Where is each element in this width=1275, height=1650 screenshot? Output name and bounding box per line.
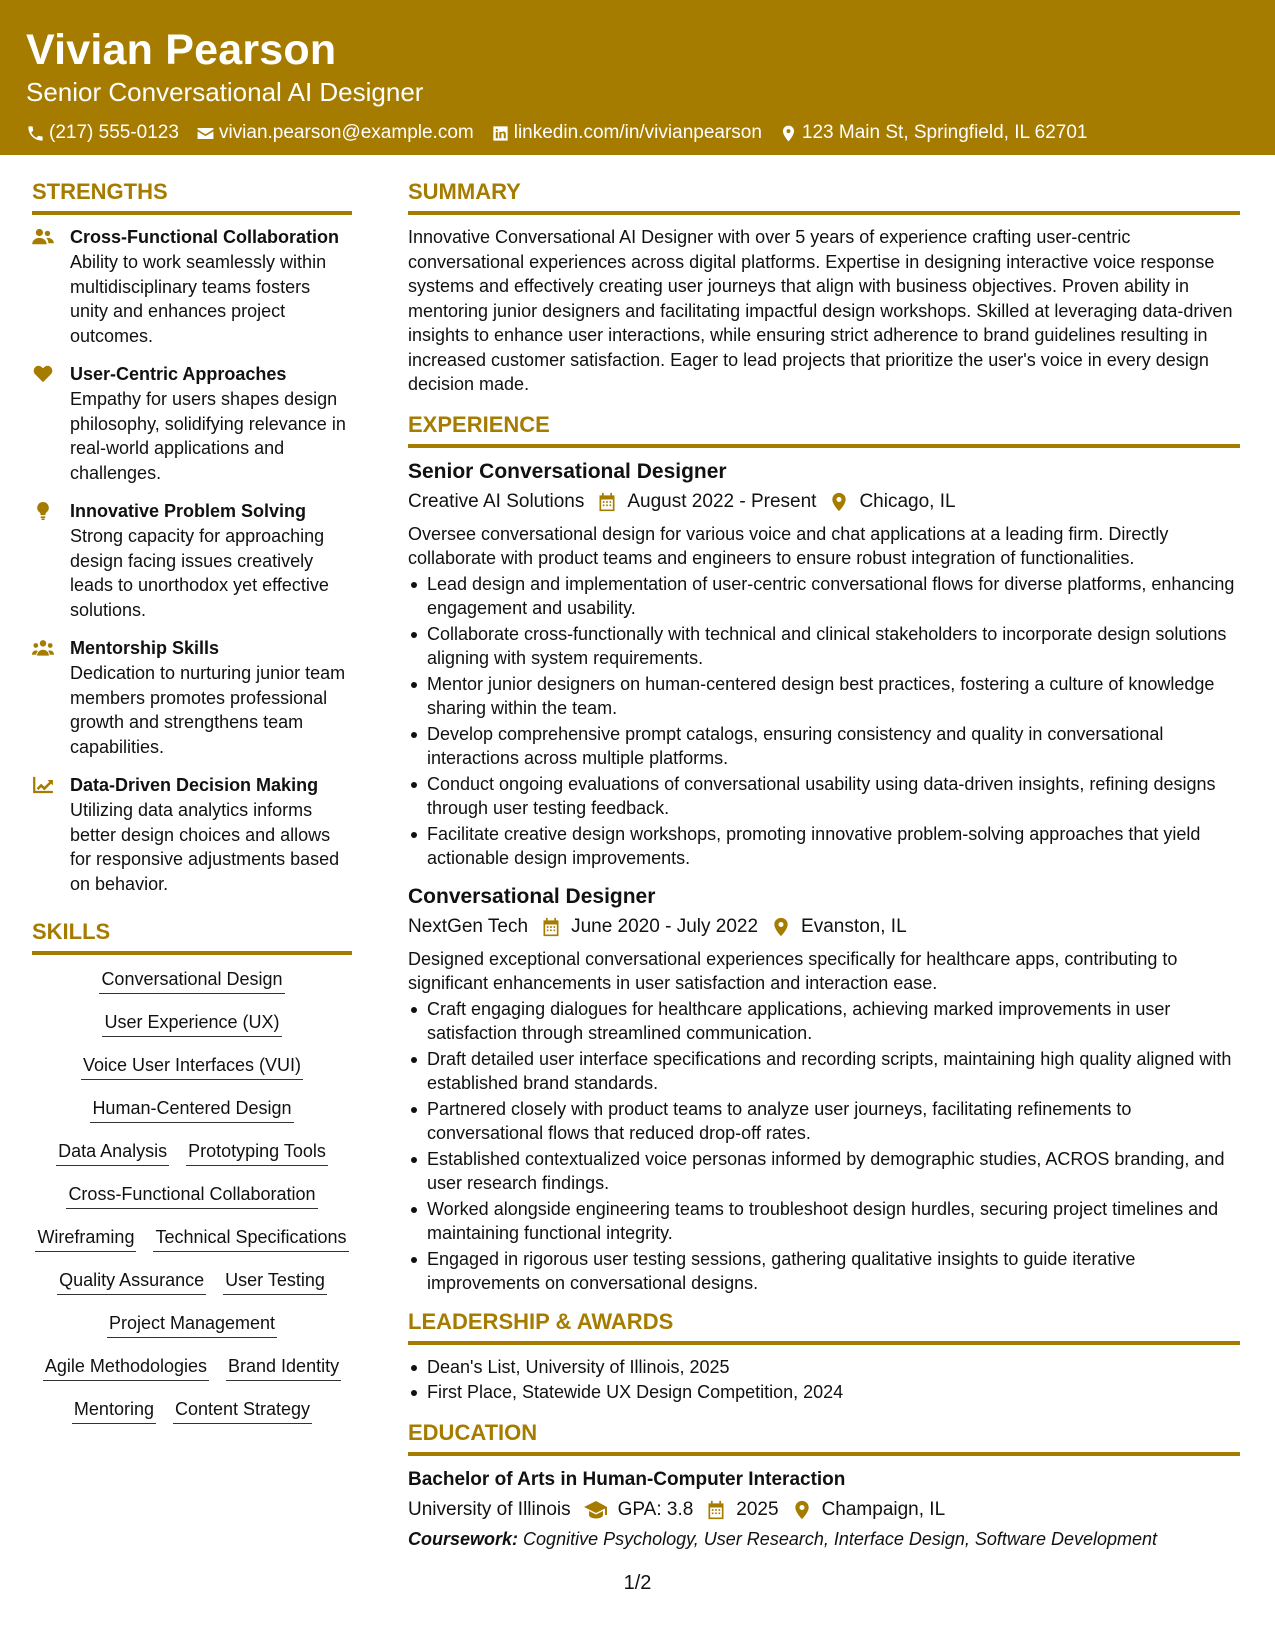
lightbulb-icon (32, 502, 54, 520)
users-icon (32, 228, 54, 246)
skill-tag: Project Management (107, 1311, 277, 1338)
left-column (32, 178, 352, 1424)
map-marker-icon (829, 492, 849, 512)
education-meta (408, 1496, 1240, 1524)
strength-item (32, 225, 352, 348)
contact-email[interactable] (196, 120, 474, 146)
right-column (408, 178, 1240, 1552)
skill-tag: Voice User Interfaces (VUI) (81, 1053, 303, 1080)
education-location: Champaign, IL (821, 1498, 946, 1520)
candidate-name: Vivian Pearson (26, 26, 337, 74)
job-entry (408, 458, 1240, 871)
skill-tag: Cross-Functional Collaboration (66, 1182, 317, 1209)
strength-item (32, 362, 352, 485)
contact-linkedin[interactable] (491, 120, 762, 146)
job-meta (408, 488, 1240, 516)
skill-tag: Mentoring (72, 1397, 156, 1424)
skills-list (32, 967, 352, 1424)
strength-desc: Ability to work seamlessly within multidisciplinary teams fosters unity and enhances project outcomes. (70, 252, 327, 346)
job-entry (408, 883, 1240, 1296)
phone-icon (26, 124, 45, 143)
strength-desc: Strong capacity for approaching design facing issues creatively leads to unorthodox yet effective solutions. (70, 526, 329, 620)
people-group-icon (32, 639, 54, 657)
email-text[interactable]: vivian.pearson@example.com (218, 122, 474, 143)
education-heading: EDUCATION (408, 1419, 1240, 1456)
calendar-icon (597, 492, 617, 512)
strength-title: User-Centric Approaches (70, 364, 287, 384)
job-description: Designed exceptional conversational experiences specifically for healthcare apps, contributing to significant enhancements in user satisfaction and interaction ease. (408, 948, 1178, 993)
map-marker-icon (771, 917, 791, 937)
bullet-item: Established contextualized voice personas informed by demographic studies, ACROS branding, and user research findings. (408, 1147, 1240, 1196)
strength-desc: Dedication to nurturing junior team members promotes professional growth and strengthens team capabilities. (70, 663, 346, 757)
envelope-icon (196, 124, 215, 143)
skill-tag: Conversational Design (99, 967, 284, 994)
bullet-item: Develop comprehensive prompt catalogs, ensuring consistency and quality in conversational interactions across multiple platforms. (408, 722, 1240, 771)
summary-heading: SUMMARY (408, 178, 1240, 215)
job-title: Conversational Designer (408, 884, 656, 908)
summary-text: Innovative Conversational AI Designer with over 5 years of experience crafting user-centric conversational experiences across digital platforms. Expertise in designing interactive voice response systems and effectively creating user journeys that align with business objectives. Proven ability in mentoring junior designers and facilitating impactful design workshops. Skilled at leveraging data-driven insights to enhance user interactions, while ensuring strict adherence to brand guidelines resulting in increased customer satisfaction. Eager to lead projects that prioritize the user's voice in every design decision made. (408, 227, 1233, 394)
coursework-label: Coursework: (408, 1528, 519, 1549)
strengths-heading: STRENGTHS (32, 178, 352, 215)
skill-tag: Human-Centered Design (90, 1096, 293, 1123)
bullet-item: Craft engaging dialogues for healthcare applications, achieving marked improvements in user satisfaction through streamlined communication. (408, 997, 1240, 1046)
skill-tag: Technical Specifications (153, 1225, 348, 1252)
award-item: Dean's List, University of Illinois, 2025 (408, 1355, 1240, 1380)
job-company: NextGen Tech (408, 915, 529, 937)
strength-item (32, 773, 352, 896)
education-year: 2025 (736, 1498, 779, 1520)
bullet-item: Conduct ongoing evaluations of conversational usability using data-driven insights, refining designs through user testing feedback. (408, 772, 1240, 821)
education-degree: Bachelor of Arts in Human-Computer Interaction (408, 1468, 846, 1490)
skill-tag: Brand Identity (226, 1354, 341, 1381)
award-item: First Place, Statewide UX Design Competition, 2024 (408, 1380, 1240, 1405)
bullet-item: Draft detailed user interface specifications and recording scripts, maintaining high quality aligned with established brand standards. (408, 1047, 1240, 1096)
address-text: 123 Main St, Springfield, IL 62701 (801, 122, 1088, 143)
education-school: University of Illinois (408, 1498, 571, 1520)
job-dates: June 2020 - July 2022 (571, 915, 759, 937)
job-company: Creative AI Solutions (408, 490, 585, 512)
strength-title: Innovative Problem Solving (70, 501, 307, 521)
heart-icon (32, 365, 54, 383)
experience-heading: EXPERIENCE (408, 411, 1240, 448)
skill-tag: User Testing (223, 1268, 327, 1295)
skill-tag: Agile Methodologies (43, 1354, 209, 1381)
calendar-icon (541, 917, 561, 937)
job-bullets (408, 572, 1240, 871)
contact-bar (26, 120, 1249, 146)
strength-title: Mentorship Skills (70, 638, 220, 658)
coursework (408, 1526, 1240, 1552)
bullet-item: Partnered closely with product teams to analyze user journeys, facilitating refinements to conversational flows that reduced drop-off rates. (408, 1097, 1240, 1146)
strength-desc: Empathy for users shapes design philosophy, solidifying relevance in real-world applications and challenges. (70, 389, 346, 483)
linkedin-text[interactable]: linkedin.com/in/vivianpearson (513, 122, 762, 143)
strength-title: Cross-Functional Collaboration (70, 227, 340, 247)
contact-address (779, 120, 1088, 146)
bullet-item: Facilitate creative design workshops, promoting innovative problem-solving approaches that yield actionable design improvements. (408, 822, 1240, 871)
bullet-item: Collaborate cross-functionally with technical and clinical stakeholders to incorporate design solutions aligning with system requirements. (408, 622, 1240, 671)
skill-tag: Wireframing (35, 1225, 136, 1252)
map-marker-icon (792, 1500, 812, 1520)
job-location: Chicago, IL (859, 490, 956, 512)
strength-item (32, 636, 352, 759)
bullet-item: Engaged in rigorous user testing sessions, gathering qualitative insights to guide iterative improvements on conversational designs. (408, 1247, 1240, 1296)
job-dates: August 2022 - Present (627, 490, 817, 512)
linkedin-icon (491, 124, 510, 143)
skill-tag: Quality Assurance (57, 1268, 206, 1295)
job-meta (408, 913, 1240, 941)
page-number: 1/2 (623, 1572, 652, 1594)
strength-item (32, 499, 352, 622)
bullet-item: Worked alongside engineering teams to troubleshoot design hurdles, securing project timelines and maintaining functional integrity. (408, 1197, 1240, 1246)
skill-tag: User Experience (UX) (102, 1010, 281, 1037)
map-marker-icon (779, 124, 798, 143)
skill-tag: Data Analysis (56, 1139, 169, 1166)
strength-title: Data-Driven Decision Making (70, 775, 319, 795)
phone-text: (217) 555-0123 (49, 122, 179, 143)
bullet-item: Mentor junior designers on human-centered design best practices, fostering a culture of knowledge sharing within the team. (408, 672, 1240, 721)
job-title: Senior Conversational Designer (408, 459, 727, 483)
awards-list (408, 1355, 1240, 1405)
awards-heading: LEADERSHIP & AWARDS (408, 1308, 1240, 1345)
contact-phone (26, 120, 179, 146)
resume-header (0, 0, 1275, 155)
strength-desc: Utilizing data analytics informs better design choices and allows for responsive adjustments based on behavior. (70, 800, 340, 894)
calendar-icon (706, 1500, 726, 1520)
job-location: Evanston, IL (801, 915, 907, 937)
graduation-cap-icon (584, 1500, 608, 1520)
skills-heading: SKILLS (32, 918, 352, 955)
skill-tag: Prototyping Tools (186, 1139, 328, 1166)
job-bullets (408, 997, 1240, 1296)
skill-tag: Content Strategy (173, 1397, 312, 1424)
bullet-item: Lead design and implementation of user-centric conversational flows for diverse platforms, enhancing engagement and usability. (408, 572, 1240, 621)
education-gpa: GPA: 3.8 (617, 1498, 694, 1520)
coursework-list: Cognitive Psychology, User Research, Interface Design, Software Development (523, 1528, 1158, 1549)
job-description: Oversee conversational design for various voice and chat applications at a leading firm. Directly collaborate with product teams and engineers to ensure robust integration of functionalities. (408, 523, 1169, 568)
chart-line-icon (32, 776, 54, 794)
candidate-title: Senior Conversational AI Designer (26, 77, 424, 107)
